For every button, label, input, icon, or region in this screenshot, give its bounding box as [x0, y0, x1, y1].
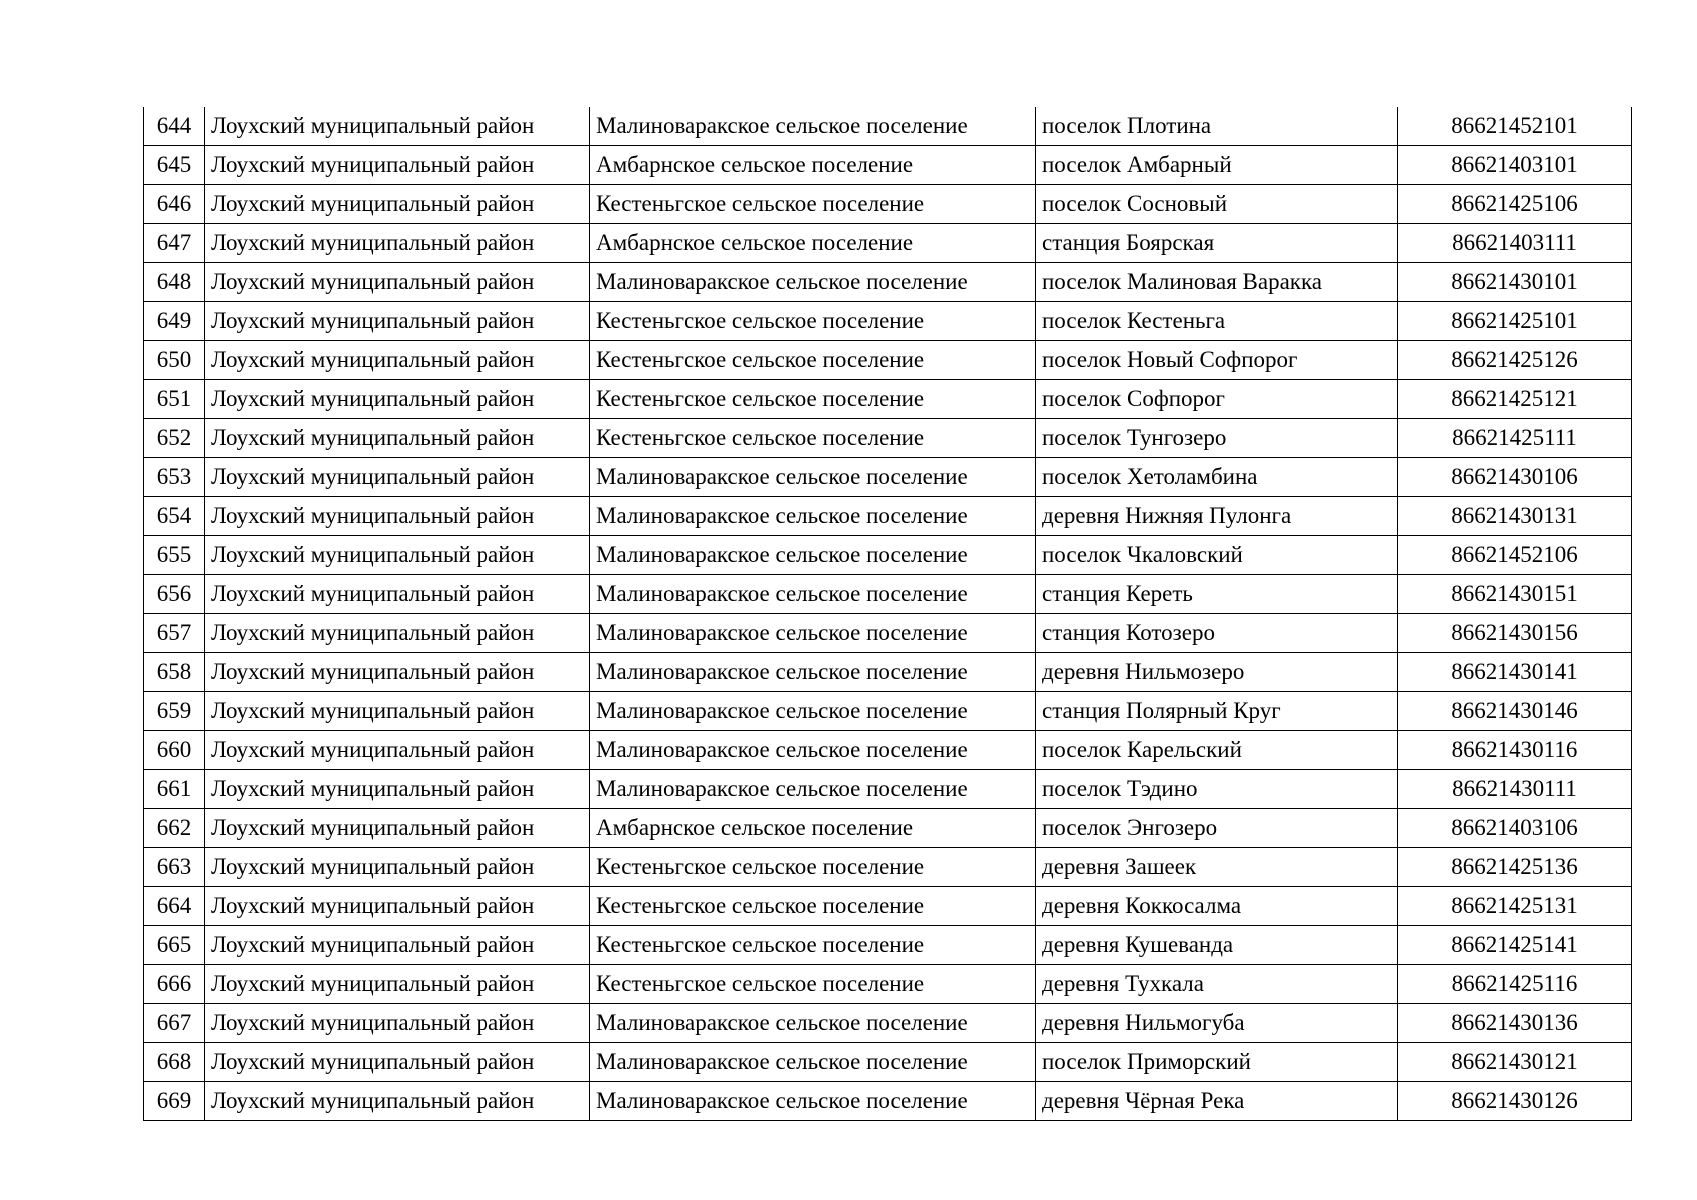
oktmo-code-cell: 86621403101	[1398, 146, 1632, 185]
locality-cell: поселок Тунгозеро	[1036, 419, 1398, 458]
locality-cell: поселок Приморский	[1036, 1043, 1398, 1082]
table-row	[144, 224, 1632, 263]
settlement-cell: Амбарнское сельское поселение	[590, 224, 1036, 263]
district-cell: Лоухский муниципальный район	[205, 965, 590, 1004]
oktmo-code-cell: 86621430116	[1398, 731, 1632, 770]
settlement-cell: Кестеньгское сельское поселение	[590, 185, 1036, 224]
oktmo-code-cell: 86621403111	[1398, 224, 1632, 263]
district-cell: Лоухский муниципальный район	[205, 887, 590, 926]
table-body	[144, 107, 1632, 1121]
settlement-cell: Кестеньгское сельское поселение	[590, 341, 1036, 380]
row-number-cell: 656	[144, 575, 205, 614]
district-cell: Лоухский муниципальный район	[205, 1082, 590, 1121]
oktmo-code-cell: 86621452106	[1398, 536, 1632, 575]
settlement-cell: Кестеньгское сельское поселение	[590, 380, 1036, 419]
oktmo-code-cell: 86621425141	[1398, 926, 1632, 965]
locality-cell: поселок Софпорог	[1036, 380, 1398, 419]
locality-cell: поселок Чкаловский	[1036, 536, 1398, 575]
locality-cell: деревня Коккосалма	[1036, 887, 1398, 926]
district-cell: Лоухский муниципальный район	[205, 1043, 590, 1082]
district-cell: Лоухский муниципальный район	[205, 536, 590, 575]
table-row	[144, 1043, 1632, 1082]
district-cell: Лоухский муниципальный район	[205, 926, 590, 965]
oktmo-code-cell: 86621452101	[1398, 107, 1632, 146]
locality-cell: станция Боярская	[1036, 224, 1398, 263]
locality-cell: поселок Тэдино	[1036, 770, 1398, 809]
table-row	[144, 536, 1632, 575]
locality-cell: поселок Карельский	[1036, 731, 1398, 770]
row-number-cell: 658	[144, 653, 205, 692]
district-cell: Лоухский муниципальный район	[205, 848, 590, 887]
row-number-cell: 668	[144, 1043, 205, 1082]
district-cell: Лоухский муниципальный район	[205, 575, 590, 614]
district-cell: Лоухский муниципальный район	[205, 692, 590, 731]
district-cell: Лоухский муниципальный район	[205, 614, 590, 653]
locality-cell: поселок Сосновый	[1036, 185, 1398, 224]
settlements-table	[143, 107, 1632, 1121]
locality-cell: поселок Малиновая Варакка	[1036, 263, 1398, 302]
row-number-cell: 667	[144, 1004, 205, 1043]
table-row	[144, 1004, 1632, 1043]
settlement-cell: Малиноваракское сельское поселение	[590, 107, 1036, 146]
table-row	[144, 731, 1632, 770]
table-row	[144, 926, 1632, 965]
settlement-cell: Малиноваракское сельское поселение	[590, 458, 1036, 497]
district-cell: Лоухский муниципальный район	[205, 185, 590, 224]
settlement-cell: Кестеньгское сельское поселение	[590, 926, 1036, 965]
oktmo-code-cell: 86621430141	[1398, 653, 1632, 692]
district-cell: Лоухский муниципальный район	[205, 419, 590, 458]
oktmo-code-cell: 86621430106	[1398, 458, 1632, 497]
locality-cell: деревня Нижняя Пулонга	[1036, 497, 1398, 536]
oktmo-code-cell: 86621430156	[1398, 614, 1632, 653]
oktmo-code-cell: 86621425126	[1398, 341, 1632, 380]
settlement-cell: Малиноваракское сельское поселение	[590, 731, 1036, 770]
settlement-cell: Малиноваракское сельское поселение	[590, 1082, 1036, 1121]
table-row	[144, 458, 1632, 497]
table-row	[144, 575, 1632, 614]
row-number-cell: 648	[144, 263, 205, 302]
locality-cell: деревня Нильмозеро	[1036, 653, 1398, 692]
locality-cell: поселок Амбарный	[1036, 146, 1398, 185]
district-cell: Лоухский муниципальный район	[205, 731, 590, 770]
district-cell: Лоухский муниципальный район	[205, 302, 590, 341]
settlement-cell: Кестеньгское сельское поселение	[590, 419, 1036, 458]
settlement-cell: Малиноваракское сельское поселение	[590, 653, 1036, 692]
settlement-cell: Малиноваракское сельское поселение	[590, 770, 1036, 809]
table-row	[144, 692, 1632, 731]
oktmo-code-cell: 86621430146	[1398, 692, 1632, 731]
district-cell: Лоухский муниципальный район	[205, 497, 590, 536]
table-row	[144, 185, 1632, 224]
row-number-cell: 644	[144, 107, 205, 146]
oktmo-code-cell: 86621425136	[1398, 848, 1632, 887]
oktmo-code-cell: 86621425121	[1398, 380, 1632, 419]
locality-cell: поселок Хетоламбина	[1036, 458, 1398, 497]
row-number-cell: 665	[144, 926, 205, 965]
oktmo-code-cell: 86621425131	[1398, 887, 1632, 926]
row-number-cell: 664	[144, 887, 205, 926]
settlement-cell: Кестеньгское сельское поселение	[590, 887, 1036, 926]
settlement-cell: Амбарнское сельское поселение	[590, 146, 1036, 185]
row-number-cell: 669	[144, 1082, 205, 1121]
row-number-cell: 646	[144, 185, 205, 224]
settlement-cell: Малиноваракское сельское поселение	[590, 1043, 1036, 1082]
district-cell: Лоухский муниципальный район	[205, 809, 590, 848]
oktmo-code-cell: 86621430131	[1398, 497, 1632, 536]
oktmo-code-cell: 86621430101	[1398, 263, 1632, 302]
settlement-cell: Малиноваракское сельское поселение	[590, 692, 1036, 731]
oktmo-code-cell: 86621425116	[1398, 965, 1632, 1004]
locality-cell: станция Кереть	[1036, 575, 1398, 614]
oktmo-code-cell: 86621430126	[1398, 1082, 1632, 1121]
row-number-cell: 645	[144, 146, 205, 185]
table-row	[144, 341, 1632, 380]
table-row	[144, 770, 1632, 809]
table-row	[144, 146, 1632, 185]
row-number-cell: 660	[144, 731, 205, 770]
locality-cell: станция Котозеро	[1036, 614, 1398, 653]
settlement-cell: Малиноваракское сельское поселение	[590, 575, 1036, 614]
settlement-cell: Кестеньгское сельское поселение	[590, 302, 1036, 341]
row-number-cell: 652	[144, 419, 205, 458]
table-row	[144, 614, 1632, 653]
district-cell: Лоухский муниципальный район	[205, 146, 590, 185]
oktmo-code-cell: 86621430151	[1398, 575, 1632, 614]
table-row	[144, 1082, 1632, 1121]
row-number-cell: 655	[144, 536, 205, 575]
locality-cell: поселок Кестеньга	[1036, 302, 1398, 341]
locality-cell: поселок Энгозеро	[1036, 809, 1398, 848]
settlement-cell: Малиноваракское сельское поселение	[590, 614, 1036, 653]
row-number-cell: 654	[144, 497, 205, 536]
locality-cell: деревня Зашеек	[1036, 848, 1398, 887]
oktmo-code-cell: 86621430136	[1398, 1004, 1632, 1043]
row-number-cell: 662	[144, 809, 205, 848]
table-row	[144, 848, 1632, 887]
row-number-cell: 649	[144, 302, 205, 341]
row-number-cell: 663	[144, 848, 205, 887]
table-row	[144, 653, 1632, 692]
row-number-cell: 657	[144, 614, 205, 653]
settlement-cell: Малиноваракское сельское поселение	[590, 263, 1036, 302]
district-cell: Лоухский муниципальный район	[205, 458, 590, 497]
row-number-cell: 653	[144, 458, 205, 497]
row-number-cell: 651	[144, 380, 205, 419]
table-row	[144, 302, 1632, 341]
table-row	[144, 107, 1632, 146]
row-number-cell: 659	[144, 692, 205, 731]
district-cell: Лоухский муниципальный район	[205, 770, 590, 809]
row-number-cell: 647	[144, 224, 205, 263]
settlement-cell: Амбарнское сельское поселение	[590, 809, 1036, 848]
table-row	[144, 497, 1632, 536]
locality-cell: деревня Нильмогуба	[1036, 1004, 1398, 1043]
district-cell: Лоухский муниципальный район	[205, 107, 590, 146]
row-number-cell: 661	[144, 770, 205, 809]
oktmo-code-cell: 86621403106	[1398, 809, 1632, 848]
district-cell: Лоухский муниципальный район	[205, 341, 590, 380]
locality-cell: поселок Плотина	[1036, 107, 1398, 146]
oktmo-code-cell: 86621430111	[1398, 770, 1632, 809]
row-number-cell: 666	[144, 965, 205, 1004]
oktmo-code-cell: 86621430121	[1398, 1043, 1632, 1082]
table-row	[144, 419, 1632, 458]
locality-cell: поселок Новый Софпорог	[1036, 341, 1398, 380]
table-row	[144, 263, 1632, 302]
settlement-cell: Малиноваракское сельское поселение	[590, 536, 1036, 575]
district-cell: Лоухский муниципальный район	[205, 1004, 590, 1043]
settlement-cell: Кестеньгское сельское поселение	[590, 965, 1036, 1004]
district-cell: Лоухский муниципальный район	[205, 224, 590, 263]
locality-cell: деревня Кушеванда	[1036, 926, 1398, 965]
locality-cell: станция Полярный Круг	[1036, 692, 1398, 731]
table-row	[144, 380, 1632, 419]
settlement-cell: Малиноваракское сельское поселение	[590, 497, 1036, 536]
locality-cell: деревня Чёрная Река	[1036, 1082, 1398, 1121]
district-cell: Лоухский муниципальный район	[205, 653, 590, 692]
oktmo-code-cell: 86621425106	[1398, 185, 1632, 224]
table-row	[144, 965, 1632, 1004]
settlement-cell: Малиноваракское сельское поселение	[590, 1004, 1036, 1043]
locality-cell: деревня Тухкала	[1036, 965, 1398, 1004]
row-number-cell: 650	[144, 341, 205, 380]
table-row	[144, 809, 1632, 848]
district-cell: Лоухский муниципальный район	[205, 380, 590, 419]
district-cell: Лоухский муниципальный район	[205, 263, 590, 302]
settlement-cell: Кестеньгское сельское поселение	[590, 848, 1036, 887]
table-row	[144, 887, 1632, 926]
oktmo-code-cell: 86621425111	[1398, 419, 1632, 458]
oktmo-code-cell: 86621425101	[1398, 302, 1632, 341]
